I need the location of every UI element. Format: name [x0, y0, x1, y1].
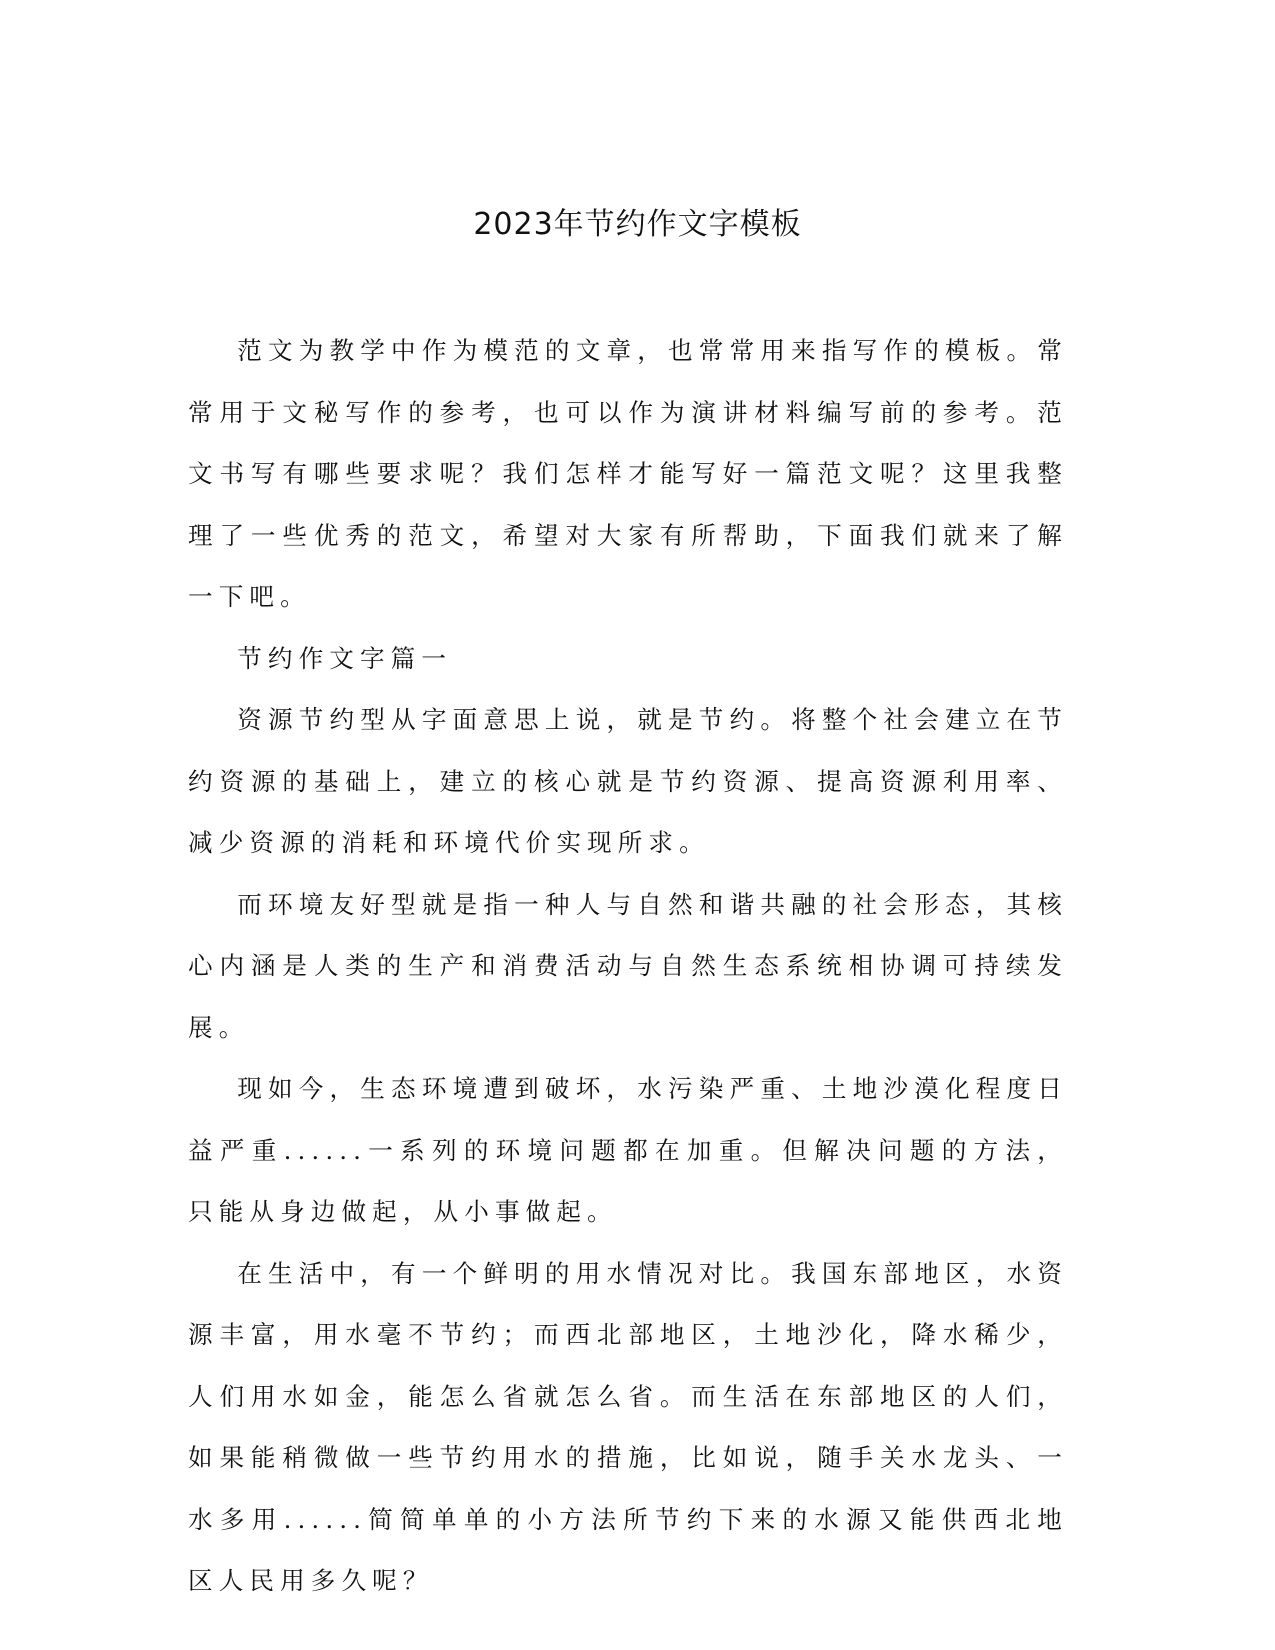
paragraph: 而环境友好型就是指一种人与自然和谐共融的社会形态，其核心内涵是人类的生产和消费活动与自然生态系统相协调可持续发展。: [188, 889, 1068, 1042]
paragraph: 现如今，生态环境遭到破坏，水污染严重、土地沙漠化程度日益严重......一系列的环境问题都在加重。但解决问题的方法，只能从身边做起，从小事做起。: [188, 1074, 1068, 1226]
paragraph: 在生活中，有一个鲜明的用水情况对比。我国东部地区，水资源丰富，用水毫不节约；而西北部地区，土地沙化，降水稀少，人们用水如金，能怎么省就怎么省。而生活在东部地区的人们，如果能稍微做一些节约用水的措施，比如说，随手关水龙头、一水多用......简简单单的小方法所节约下来的水源又能供西北地区人民用多久呢？: [188, 1258, 1068, 1595]
paragraph: 资源节约型从字面意思上说，就是节约。将整个社会建立在节约资源的基础上，建立的核心就是节约资源、提高资源利用率、减少资源的消耗和环境代价实现所求。: [188, 705, 1068, 857]
document-title: 2023年节约作文字模板: [473, 207, 802, 242]
document-body: [188, 320, 1068, 1612]
paragraph-intro: 范文为教学中作为模范的文章，也常常用来指写作的模板。常常用于文秘写作的参考，也可以作为演讲材料编写前的参考。范文书写有哪些要求呢？我们怎样才能写好一篇范文呢？这里我整理了一些优秀的范文，希望对大家有所帮助，下面我们就来了解一下吧。: [188, 336, 1068, 611]
section-heading: 节约作文字篇一: [237, 643, 453, 673]
